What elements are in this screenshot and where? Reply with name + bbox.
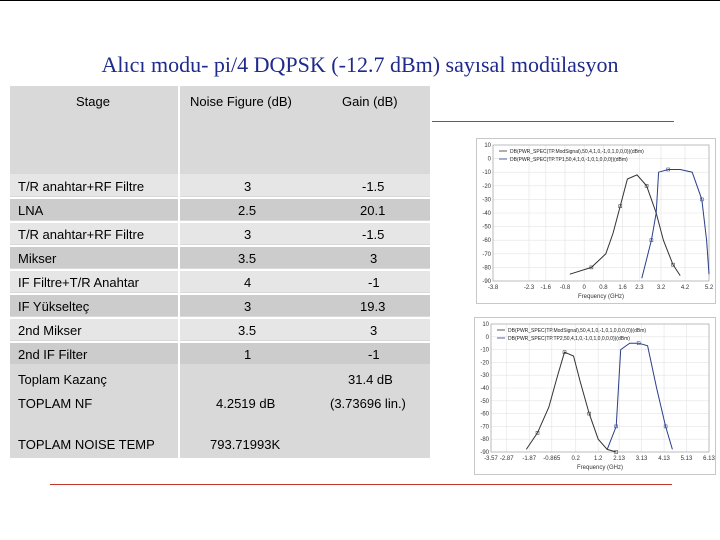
column-gap	[178, 86, 180, 458]
row-separator	[10, 269, 430, 271]
row-stage: 2nd Mikser	[18, 323, 82, 338]
row-nf: 3	[244, 227, 252, 242]
y-tick-label: -90	[482, 279, 491, 285]
y-tick-label: 0	[487, 156, 491, 163]
slide-title: Alıcı modu- pi/4 DQPSK (-12.7 dBm) sayısal modülasyon	[101, 52, 619, 77]
y-tick-label: -10	[482, 170, 491, 177]
row-gain: 3	[370, 323, 378, 338]
legend-entry: DB(PWR_SPEC(TP.ModSignal),50,4,1,0,-1,0,1,0,0,0,0))(dBm)	[508, 328, 647, 334]
row-separator	[10, 293, 430, 295]
y-tick-label: -30	[480, 373, 489, 380]
noise-gain-table	[10, 86, 430, 458]
y-tick-label: 10	[482, 322, 489, 328]
y-tick-label: -20	[482, 183, 491, 190]
row-gain: -1	[368, 347, 380, 362]
y-tick-label: -60	[482, 238, 491, 245]
header-gain: Gain (dB)	[342, 94, 398, 109]
y-tick-label: -50	[482, 224, 491, 231]
y-tick-label: -80	[482, 265, 491, 272]
y-tick-label: -40	[480, 386, 489, 392]
row-separator	[10, 197, 430, 199]
row-nf: 3	[244, 179, 252, 194]
decorative-red-line	[50, 484, 672, 485]
row-gain: -1.5	[362, 179, 385, 194]
series-line	[607, 343, 672, 449]
row-gain: 19.3	[360, 299, 386, 314]
y-tick-label: -10	[480, 347, 489, 354]
x-axis-label: Frequency (GHz)	[577, 294, 625, 300]
y-tick-label: -50	[480, 398, 489, 405]
x-axis-label: Frequency (GHz)	[576, 465, 624, 471]
legend-entry: DB(PWR_SPEC(TP.TP2,50,4,1,0,-1,0,1,0,0,0,0))(dBm)	[508, 336, 630, 342]
y-tick-label: -80	[480, 437, 489, 444]
top-frame-line	[0, 0, 720, 1]
x-tick-label: 0.2	[571, 456, 580, 462]
total-nf-value: 4.2519 dB	[216, 396, 276, 411]
x-tick-label: -1.87	[522, 456, 537, 462]
row-separator	[10, 317, 430, 319]
row-gain: -1	[368, 275, 380, 290]
legend-entry: DB(PWR_SPEC(TP.TP1,50,4,1,0,-1,0,1,0,0,0))(dBm)	[510, 157, 628, 163]
y-tick-label: -70	[480, 424, 489, 431]
y-tick-label: -20	[480, 360, 489, 367]
row-nf: 2.5	[238, 203, 257, 218]
x-tick-label: -0.865	[543, 456, 561, 462]
x-tick-label: -3.8	[487, 285, 499, 291]
x-tick-label: 3.2	[656, 285, 666, 291]
spectrum-chart-bottom-svg	[475, 318, 715, 474]
x-tick-label: 4.2	[680, 285, 690, 291]
series-line	[570, 175, 680, 276]
row-nf: 4	[244, 275, 252, 290]
row-stage: Mikser	[18, 251, 57, 266]
total-gain-value: 31.4 dB	[348, 372, 393, 387]
x-tick-label: 6.13	[703, 456, 715, 462]
x-tick-label: 4.13	[658, 456, 670, 462]
y-tick-label: 0	[485, 334, 489, 341]
total-nf-label: TOPLAM NF	[18, 396, 93, 411]
row-gain: -1.5	[362, 227, 385, 242]
total-temp-label: TOPLAM NOISE TEMP	[18, 437, 155, 452]
header-stage: Stage	[76, 94, 110, 109]
x-tick-label: -0.8	[559, 285, 571, 291]
x-tick-label: -3.57	[484, 456, 498, 462]
x-tick-label: 2.3	[635, 285, 644, 291]
total-nf-linear: (3.73696 lin.)	[330, 396, 406, 411]
decorative-red-line	[432, 121, 674, 122]
x-tick-label: 2.13	[613, 456, 625, 462]
y-tick-label: -60	[480, 411, 489, 418]
row-stage: T/R anahtar+RF Filtre	[18, 227, 145, 242]
row-separator	[10, 341, 430, 343]
y-tick-label: -90	[480, 450, 489, 456]
x-tick-label: -1.6	[540, 285, 551, 291]
row-stage: T/R anahtar+RF Filtre	[18, 179, 145, 194]
y-tick-label: -30	[482, 197, 491, 204]
x-tick-label: 5.13	[680, 456, 693, 462]
x-tick-label: 0	[582, 285, 586, 291]
y-tick-label: -70	[482, 251, 491, 258]
row-nf: 1	[244, 347, 252, 362]
series-line	[526, 352, 616, 452]
row-band	[10, 246, 430, 268]
spectrum-chart-top-svg	[477, 139, 715, 303]
row-stage: IF Yükselteç	[18, 299, 90, 314]
row-nf: 3.5	[238, 251, 257, 266]
row-stage: 2nd IF Filter	[18, 347, 88, 362]
x-tick-label: 1.6	[618, 285, 627, 291]
row-separator	[10, 221, 430, 223]
total-temp-value: 793.71993K	[210, 437, 281, 452]
row-gain: 3	[370, 251, 378, 266]
x-tick-label: 5.2	[704, 285, 714, 291]
y-tick-label: -40	[482, 211, 491, 217]
y-tick-label: 10	[484, 143, 491, 149]
header-noise-figure: Noise Figure (dB)	[190, 94, 292, 109]
legend-entry: DB(PWR_SPEC(TP.ModSignal),50,4,1,0,-1,0,1,0,0,0))(dBm)	[510, 149, 644, 155]
x-tick-label: -2.87	[499, 456, 514, 462]
x-tick-label: 0.8	[599, 285, 608, 291]
row-separator	[10, 245, 430, 247]
row-stage: LNA	[18, 203, 44, 218]
x-tick-label: -2.3	[523, 285, 535, 291]
x-tick-label: 3.13	[635, 456, 648, 462]
row-gain: 20.1	[360, 203, 386, 218]
x-tick-label: 1.2	[594, 456, 603, 462]
row-stage: IF Filtre+T/R Anahtar	[18, 275, 140, 290]
spectrum-chart-top	[476, 138, 716, 304]
row-nf: 3	[244, 299, 252, 314]
spectrum-chart-bottom	[474, 317, 716, 475]
row-nf: 3.5	[238, 323, 257, 338]
total-gain-label: Toplam Kazanç	[18, 372, 107, 387]
